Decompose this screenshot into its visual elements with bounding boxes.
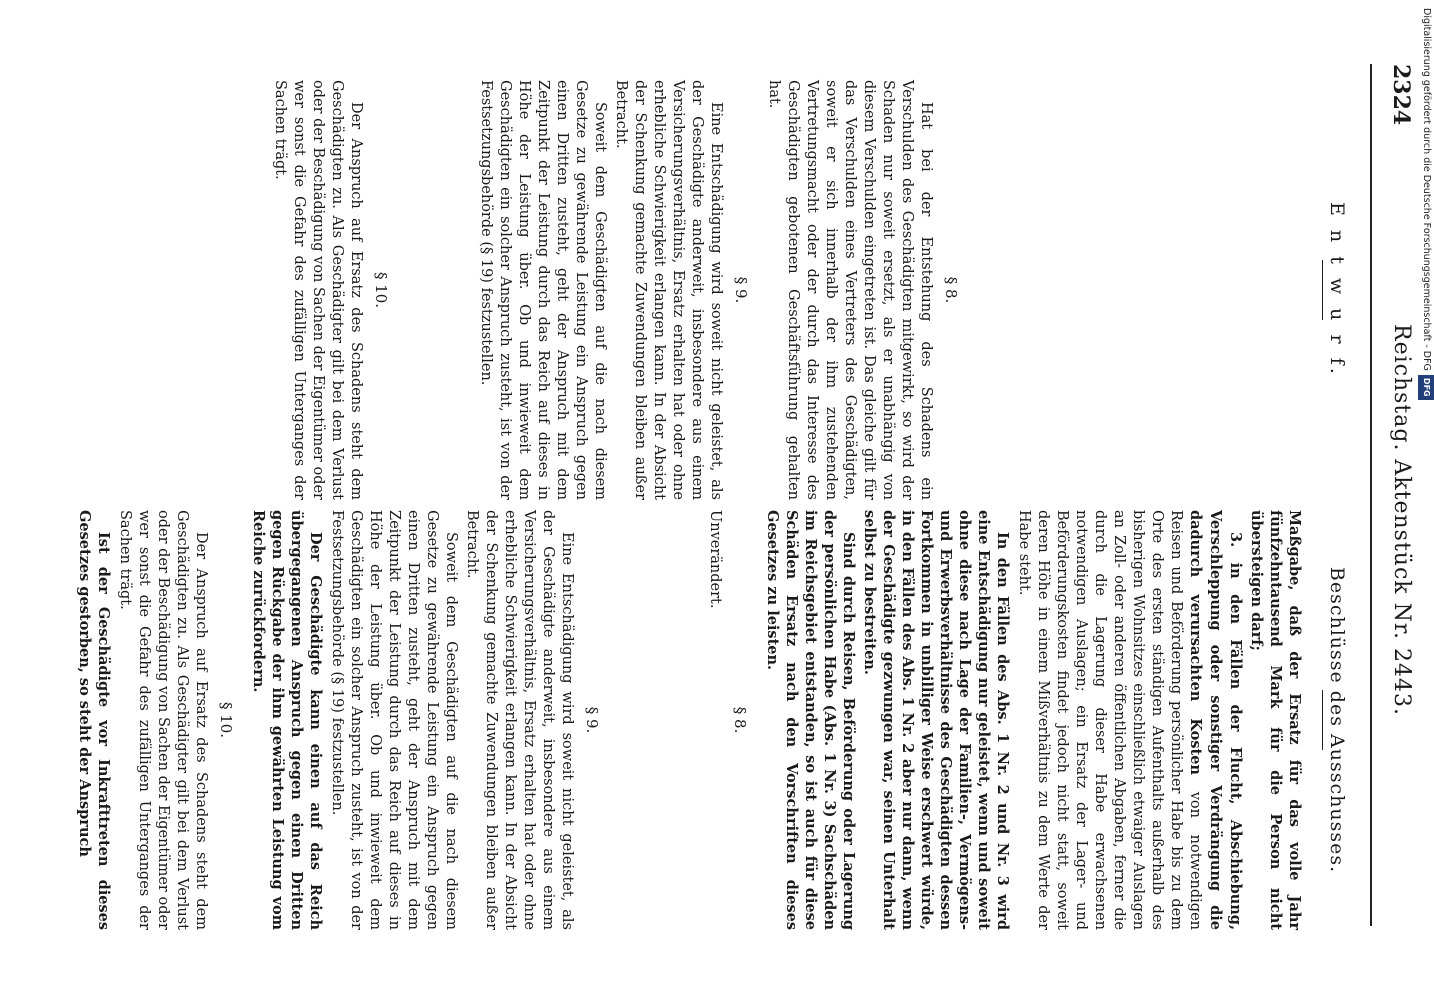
item-3-bold: 3. in den Fällen der Flucht, Abschiebung, Verschleppung oder sonstiger Verdrängung die dadurch verursachten Kosten [1187,510,1244,930]
running-head: Reichstag. Aktenstück Nr. 2443. [1389,324,1414,716]
paragraph-bold: Ist der Geschädigte vor Inkrafttreten dieses Gesetzes gestorben, so steht der Anspruch [76,510,112,930]
paragraph-bold: Maßgabe, daß der Ersatz für das volle Jahr fünfzehntausend Mark für die Person nicht übersteigen darf; [1248,510,1303,930]
paragraph: Unverändert. [707,510,723,609]
page-header [1384,64,1414,926]
paragraph-bold: Der Geschädigte kann einen auf das Reich übergegangenen Anspruch gegen einen Dritten gegen Rückgabe der ihm gewährten Leistung vom Reiche zurückfordern. [250,510,324,930]
draft-column [268,80,1354,500]
paragraph: Der Anspruch auf Ersatz des Schadens steht dem Geschädigten zu. Als Geschädigter gilt bei dem Verlust oder der Beschädigung von Sachen der Eigentümer oder wer sonst die Gefahr des zufälligen Unterganges der Sachen trägt. [272,80,364,500]
paragraph-bold: Sind durch Reisen, Beförderung oder Lagerung der persönlichen Habe (Abs. 1 Nr. 3) Sachschäden im Reichsgebiet entstanden, so ist auch für diese Schäden Ersatz nach den Vorschriften dieses Gesetzes zu leisten. [764,510,857,930]
paragraph: Hat bei der Entstehung des Schadens ein Verschulden des Geschädigten mitgewirkt, so wird der Schaden nur soweit ersetzt, als er unabhängig von diesem Verschulden eingetreten ist. Das gleiche gilt für das Verschulden eines Vertreters des Geschädigten, soweit er sich innerhalb der ihm zustehenden Vertretungsmacht oder der durch das Interesse des Geschädigten gebotenen Geschäftsführung gehalten hat. [766,80,934,500]
item-3-text: von notwendigen Reisen und Beförderung persönlicher Habe bis zu dem Orte des ersten ständigen Aufenthalts außerhalb des bisherigen Wohnsitzes einschließlich etwaiger Auslagen an Zoll- oder anderen öffentlichen Abgaben, ferner die durch die Lagerung dieser Habe erwachsenen notwendigen Auslagen; ein Ersatz der Lager- und Beförderungskosten findet jedoch nicht statt, soweit deren Höhe in einem Mißverhältnis zu dem Werte der Habe steht. [1016,510,1203,931]
draft-heading: E n t w u r f. [1326,202,1348,378]
committee-heading: Beschlüsse des Ausschusses. [1326,566,1348,874]
heading-rule [1322,260,1323,320]
header-rule [1370,64,1372,926]
section-title: § 9. [732,276,750,304]
section-title: § 10. [372,271,390,309]
section-title: § 8. [731,706,749,734]
paragraph: Soweit dem Geschädigten auf die nach diesem Gesetze zu gewährende Leistung ein Anspruch gegen einen Dritten zusteht, geht der Anspruch mit dem Zeitpunkt der Leistung durch das Reich auf dieses in Höhe der Leistung über. Ob und inwieweit dem Geschädigten ein solcher Anspruch zusteht, ist von der Festsetzungsbehörde (§ 19) festzustellen. [478,80,608,500]
credit-text: Digitalisierung gefördert durch die Deutsche Forschungsgemeinschaft - DFG [1421,8,1432,371]
paragraph: Eine Entschädigung wird soweit nicht geleistet, als der Geschädigte anderweit, insbesondere aus einem Versicherungsverhältnis, Ersatz erhalten hat oder ohne erhebliche Schwierigkeit erlangen kann. In der Absicht der Schenkung gemachte Zuwendungen bleiben außer Betracht. [613,80,724,500]
section-title: § 10. [217,701,235,739]
page-number: 2324 [1388,64,1414,126]
heading-rule [1322,690,1323,750]
paragraph-bold: In den Fällen des Abs. 1 Nr. 2 und Nr. 3 wird eine Entschädigung nur geleistet, wenn und soweit ohne diese nach Lage der Familien-, Vermögens- und Erwerbsverhältnisse des Geschädigten dessen Fortkommen in unbilliger Weise erschwert würde, in den Fällen des Abs. 1 Nr. 2 aber nur dann, wenn der Geschädigte gezwungen war, seinen Unterhalt selbst zu bestreiten. [861,510,1011,930]
committee-column [73,510,1354,930]
section-title: § 9. [583,706,601,734]
paragraph: Eine Entschädigung wird soweit nicht geleistet, als der Geschädigte anderweit, insbesondere aus einem Versicherungsverhältnis, Ersatz erhalten hat oder ohne erhebliche Schwierigkeit erlangen kann. In der Absicht der Schenkung gemachte Zuwendungen bleiben außer Betracht. [464,510,575,930]
section-title: § 8. [942,276,960,304]
paragraph: Soweit dem Geschädigten auf die nach diesem Gesetze zu gewährende Leistung ein Anspruch gegen einen Dritten zusteht, geht der Anspruch mit dem Zeitpunkt der Leistung durch das Reich auf dieses in Höhe der Leistung über. Ob und inwieweit dem Geschädigten ein solcher Anspruch zusteht, ist von der Festsetzungsbehörde (§ 19) festzustellen. [329,510,459,930]
dfg-logo: DFG [1418,375,1434,400]
item-3 [1014,510,1245,930]
paragraph: Der Anspruch auf Ersatz des Schadens steht dem Geschädigten zu. Als Geschädigter gilt bei dem Verlust oder der Beschädigung von Sachen der Eigentümer oder wer sonst die Gefahr des zufälligen Unterganges der Sachen trägt. [117,510,209,930]
digitization-credit [1418,8,1434,992]
